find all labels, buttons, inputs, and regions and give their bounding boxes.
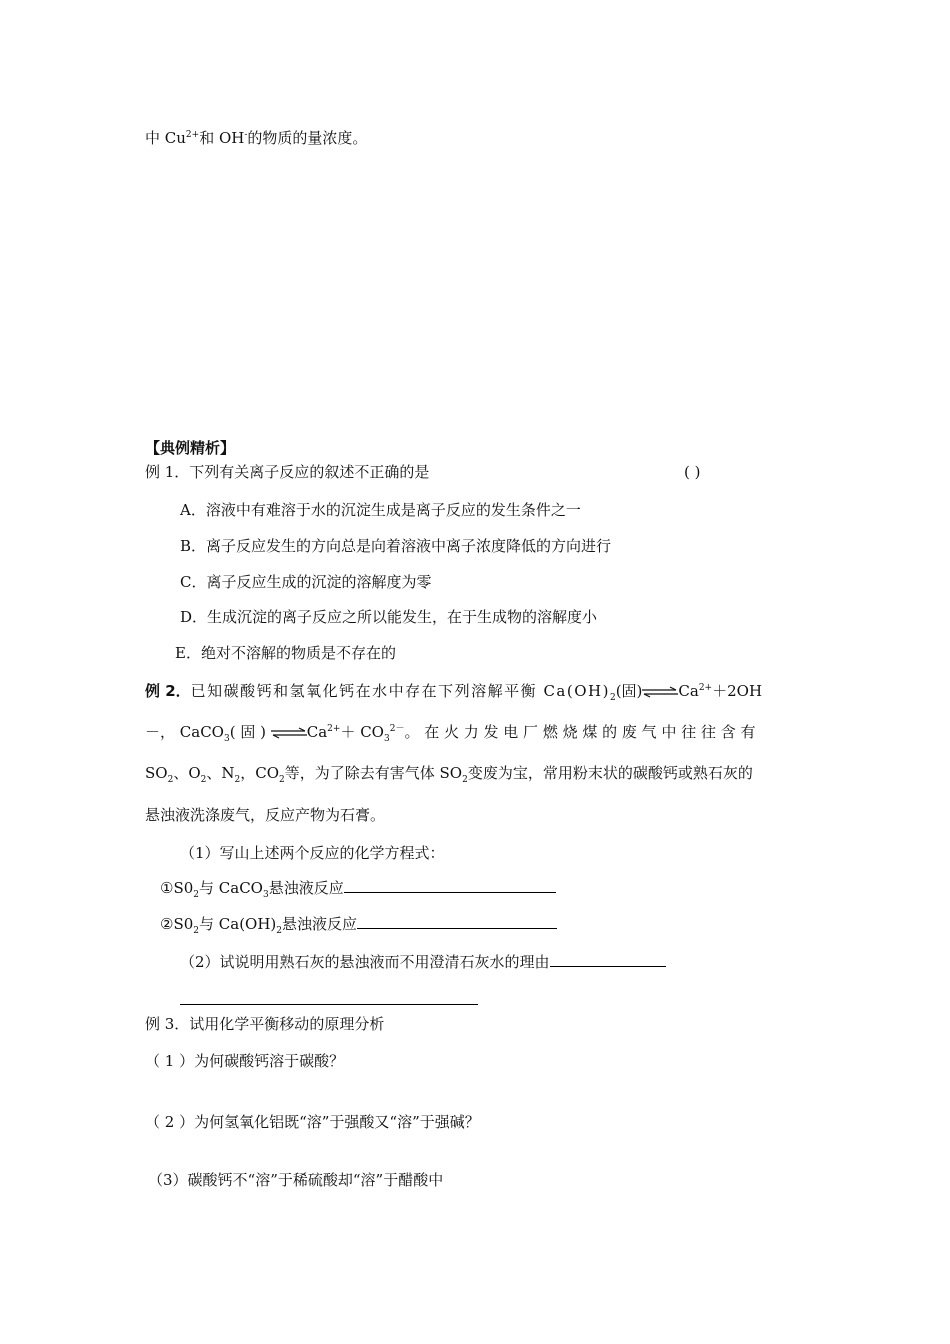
sub: 2	[193, 890, 200, 900]
t: ，CO	[240, 764, 280, 782]
t: 悬浊液反应	[268, 879, 344, 897]
answer-blank[interactable]	[180, 990, 478, 1005]
cu-charge: 2+	[185, 130, 200, 140]
ex2-q1: （1）写山上述两个反应的化学方程式：	[180, 844, 445, 862]
ex1-option-b: B．离子反应发生的方向总是向着溶液中离子浓度降低的方向进行	[180, 537, 612, 555]
ex3-q2: （ 2 ）为何氢氧化铝既“溶”于强酸又“溶”于强碱？	[145, 1113, 480, 1131]
equilibrium-arrow-icon	[271, 726, 307, 740]
ex2-l1b: (固)	[615, 682, 643, 700]
t: （2）试说明用熟石灰的悬浊液而不用澄清石灰水的理由	[180, 953, 550, 971]
ex2-l1c: ＋2OH	[712, 682, 763, 700]
sub: 2	[234, 775, 241, 785]
t: 变废为宝，常用粉末状的碳酸钙或熟石灰的	[467, 764, 753, 782]
ex3-q3: （3）碳酸钙不“溶”于稀硫酸却“溶”于醋酸中	[148, 1171, 444, 1189]
ex2-line2	[145, 722, 756, 742]
ex2-l2b: ( 固 )	[229, 723, 266, 741]
text-suffix: 的物质的量浓度。	[247, 129, 368, 147]
ex2-l2d: 。 在 火 力 发 电 厂 燃 烧 煤 的 废 气 中 往 往 含 有	[404, 723, 756, 741]
ex2-l2c: ＋ CO	[340, 723, 384, 741]
ex1-option-e: E．绝对不溶解的物质是不存在的	[175, 644, 396, 662]
ex2-q1a	[160, 878, 556, 898]
t: 悬浊液反应	[282, 915, 358, 933]
text-cu: 中 Cu	[145, 129, 186, 147]
sup: 2－	[389, 724, 405, 734]
ex2-line4: 悬浊液洗涤废气，反应产物为石膏。	[145, 806, 386, 824]
sub: 2	[193, 926, 200, 936]
ex1-stem: 例 1．下列有关离子反应的叙述不正确的是	[145, 463, 430, 481]
sub: 2	[276, 926, 283, 936]
ex1-option-c: C．离子反应生成的沉淀的溶解度为零	[180, 573, 432, 591]
ex1-option-a: A．溶液中有难溶于水的沉淀生成是离子反应的发生条件之一	[180, 501, 581, 519]
sub: 2	[279, 775, 285, 785]
ex2-l1a: 已知碳酸钙和氢氧化钙在水中存在下列溶解平衡 Ca(OH)	[190, 682, 610, 700]
sup: 2+	[327, 724, 341, 734]
text-oh: 和 OH	[199, 129, 245, 147]
t: ①S0	[160, 879, 194, 897]
t: 与 Ca(OH)	[199, 915, 277, 933]
answer-blank[interactable]	[550, 952, 666, 967]
ex2-q1b	[160, 914, 557, 934]
ex1-option-d: D．生成沉淀的离子反应之所以能发生，在于生成物的溶解度小	[180, 608, 598, 626]
ex1-bracket: ( )	[684, 463, 701, 481]
t: 、O	[173, 764, 201, 782]
ca-ion: Ca	[678, 682, 699, 700]
ex3-stem: 例 3．试用化学平衡移动的原理分析	[145, 1015, 385, 1033]
ex2-line3	[145, 763, 753, 783]
t: 与 CaCO	[199, 879, 263, 897]
answer-blank[interactable]	[344, 878, 556, 893]
ex3-q1: （ 1 ）为何碳酸钙溶于碳酸？	[145, 1052, 345, 1070]
answer-blank[interactable]	[357, 914, 557, 929]
section-title: 【典例精析】	[145, 439, 236, 457]
ex2-q2	[180, 952, 666, 972]
sub: 2	[609, 693, 616, 703]
sub: 2	[462, 775, 468, 785]
sub: 3	[262, 890, 269, 900]
t: ②S0	[160, 915, 194, 933]
ex2-label: 例 2．	[145, 682, 191, 700]
t: SO	[145, 764, 168, 782]
sub: 2	[167, 775, 174, 785]
t: 等，为了除去有害气体 SO	[284, 764, 463, 782]
ex2-l2a: －， CaCO	[145, 723, 224, 741]
t: 、N	[206, 764, 235, 782]
sub: 3	[223, 734, 230, 744]
ca-ion: Ca	[306, 723, 328, 741]
sub: 2	[200, 775, 207, 785]
ex2-line1	[145, 681, 762, 701]
equilibrium-arrow-icon	[642, 685, 678, 699]
sub: 3	[383, 734, 390, 744]
oh-charge: -	[244, 130, 248, 140]
intro-line	[145, 128, 367, 148]
sup: 2+	[698, 683, 713, 693]
